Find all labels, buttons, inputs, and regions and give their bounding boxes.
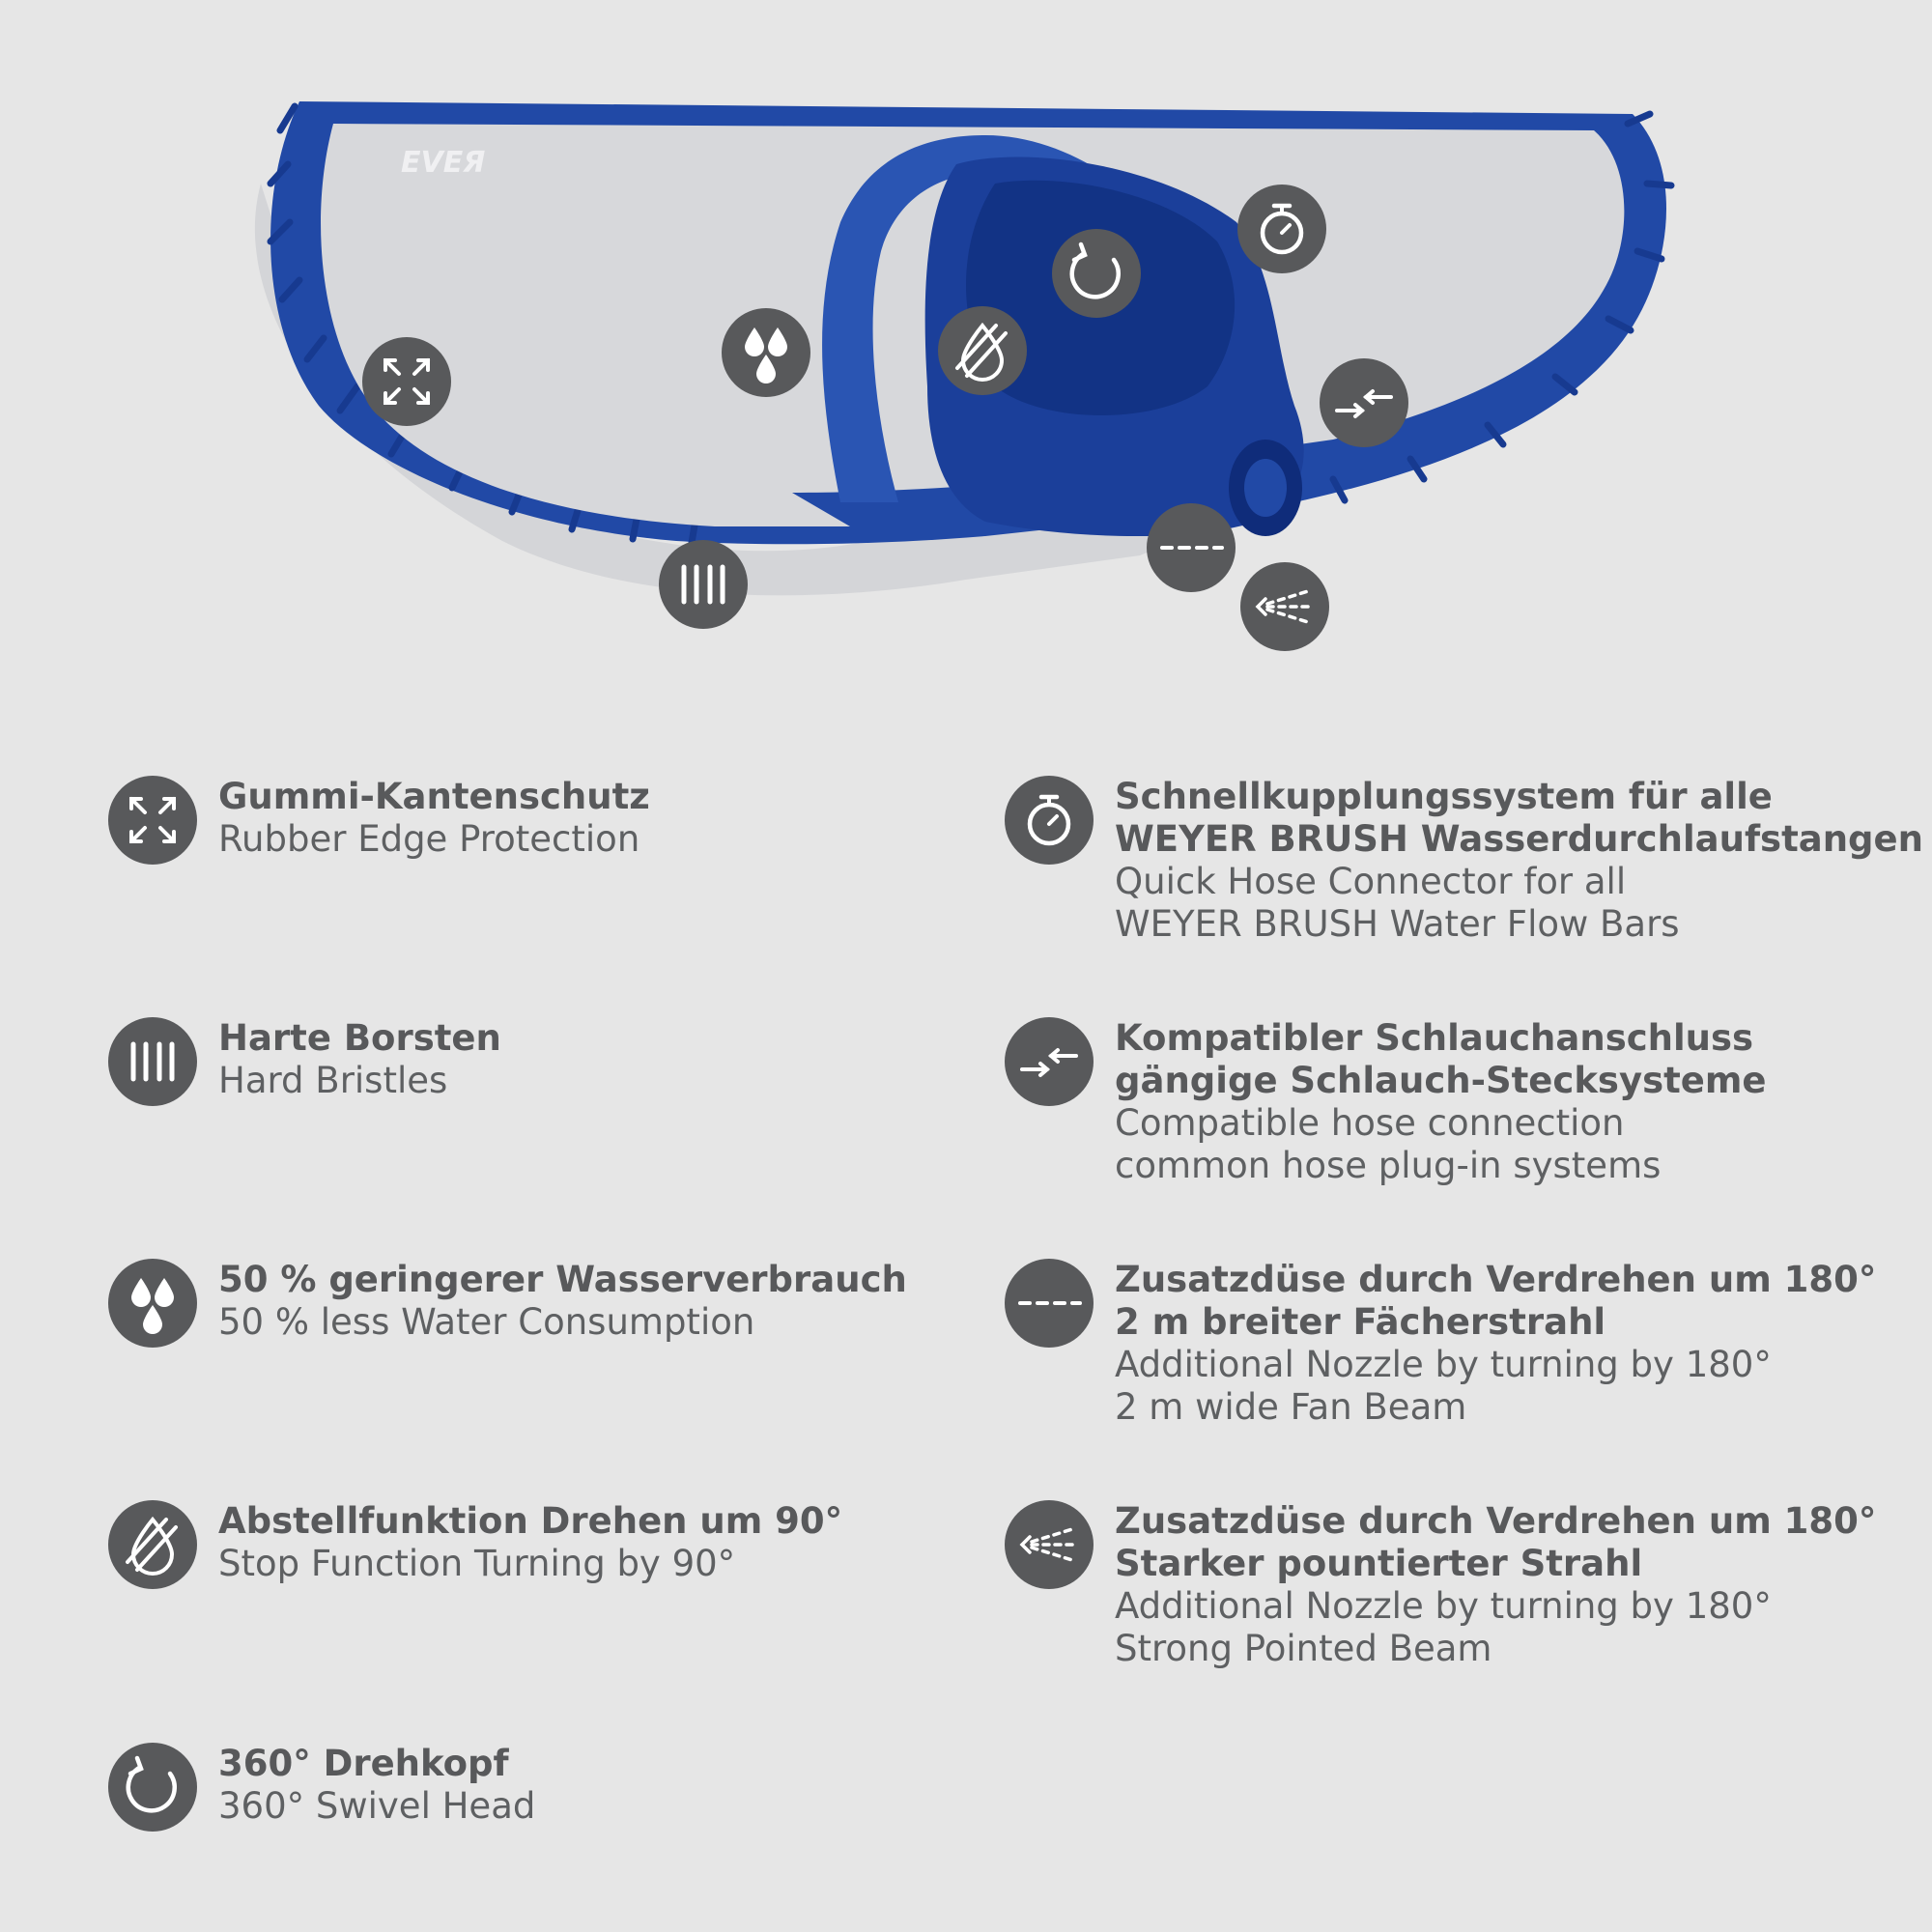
rotate-icon — [1052, 229, 1141, 318]
expand-arrows-icon — [108, 776, 197, 865]
brush-illustration — [0, 0, 1932, 696]
feature-title: Starker pountierter Strahl — [1115, 1543, 1643, 1584]
feature-hard-bristles — [108, 1017, 501, 1106]
feature-fan-beam — [1005, 1259, 1876, 1429]
feature-subtitle: 2 m wide Fan Beam — [1115, 1386, 1467, 1428]
feature-subtitle: Strong Pointed Beam — [1115, 1628, 1492, 1669]
connector-arrows-icon — [1320, 358, 1408, 447]
feature-title: Gummi-Kantenschutz — [218, 776, 650, 817]
feature-title: Abstellfunktion Drehen um 90° — [218, 1500, 843, 1542]
feature-hose-connection — [1005, 1017, 1767, 1187]
feature-title: Zusatzdüse durch Verdrehen um 180° — [1115, 1259, 1877, 1300]
stop-drop-icon — [938, 306, 1027, 395]
feature-title: Harte Borsten — [218, 1017, 501, 1059]
feature-title: Schnellkupplungssystem für alle — [1115, 776, 1773, 817]
feature-subtitle: Additional Nozzle by turning by 180° — [1115, 1585, 1772, 1627]
spray-icon — [1005, 1500, 1094, 1589]
feature-subtitle: Stop Function Turning by 90° — [218, 1543, 736, 1584]
feature-water-consumption — [108, 1259, 907, 1348]
feature-subtitle: 360° Swivel Head — [218, 1785, 536, 1827]
feature-subtitle: Quick Hose Connector for all — [1115, 861, 1627, 902]
feature-subtitle: Hard Bristles — [218, 1060, 448, 1101]
fan-beam-icon — [1005, 1259, 1094, 1348]
bristles-icon — [108, 1017, 197, 1106]
feature-title: gängige Schlauch-Stecksysteme — [1115, 1060, 1767, 1101]
feature-pointed-beam — [1005, 1500, 1876, 1670]
feature-swivel-head — [108, 1743, 535, 1832]
feature-subtitle: WEYER BRUSH Water Flow Bars — [1115, 903, 1680, 945]
brand-mark: EVEЯ — [401, 146, 486, 180]
feature-subtitle: Additional Nozzle by turning by 180° — [1115, 1344, 1772, 1385]
stop-drop-icon — [108, 1500, 197, 1589]
feature-title: 360° Drehkopf — [218, 1743, 509, 1784]
feature-subtitle: Rubber Edge Protection — [218, 818, 640, 860]
stopwatch-icon — [1005, 776, 1094, 865]
feature-title: 50 % geringerer Wasserverbrauch — [218, 1259, 907, 1300]
water-drops-icon — [108, 1259, 197, 1348]
feature-subtitle: 50 % less Water Consumption — [218, 1301, 755, 1343]
fan-beam-icon — [1147, 503, 1236, 592]
feature-title: WEYER BRUSH Wasserdurchlaufstangen — [1115, 818, 1923, 860]
stopwatch-icon — [1237, 185, 1326, 273]
water-drops-icon — [722, 308, 810, 397]
feature-title: Kompatibler Schlauchanschluss — [1115, 1017, 1754, 1059]
feature-title: 2 m breiter Fächerstrahl — [1115, 1301, 1606, 1343]
feature-subtitle: Compatible hose connection — [1115, 1102, 1625, 1144]
feature-subtitle: common hose plug-in systems — [1115, 1145, 1662, 1186]
rotate-icon — [108, 1743, 197, 1832]
spray-icon — [1240, 562, 1329, 651]
feature-stop-function — [108, 1500, 842, 1589]
feature-title: Zusatzdüse durch Verdrehen um 180° — [1115, 1500, 1877, 1542]
bristles-icon — [659, 540, 748, 629]
connector-arrows-icon — [1005, 1017, 1094, 1106]
connector-nozzle-inner — [1244, 459, 1287, 517]
expand-arrows-icon — [362, 337, 451, 426]
feature-rubber-edge — [108, 776, 650, 865]
feature-quick-connector — [1005, 776, 1923, 946]
